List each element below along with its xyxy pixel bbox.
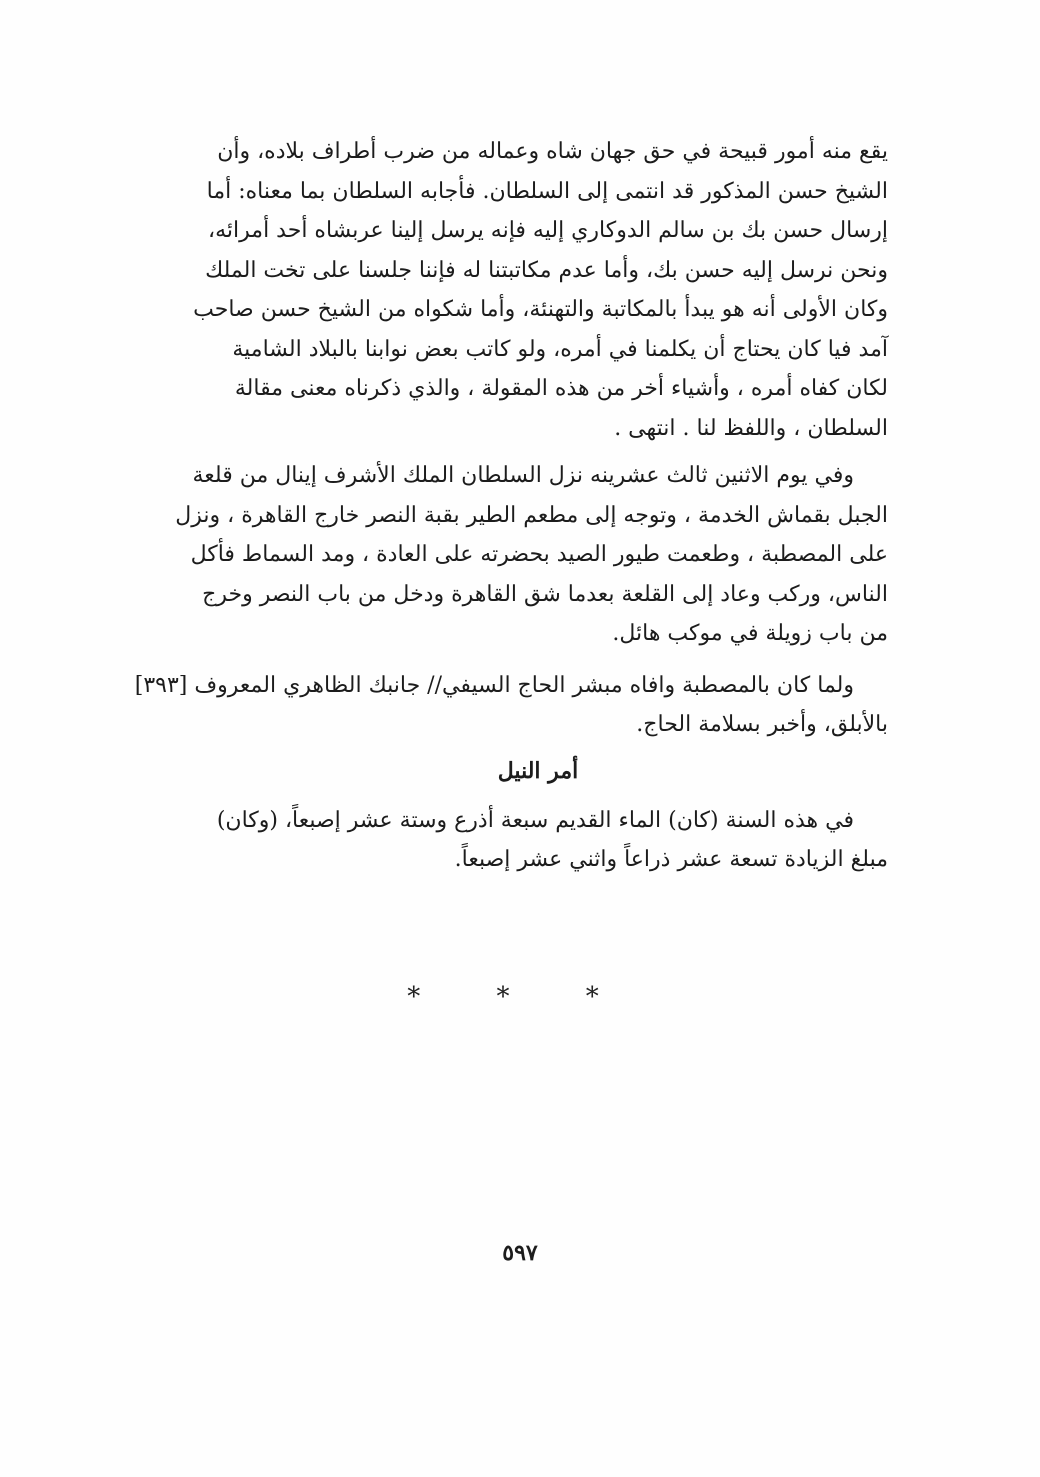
text-line: لكان كفاه أمره ، وأشياء أخر من هذه المقولة ، والذي ذكرناه معنى مقالة <box>234 376 888 401</box>
text-line: في هذه السنة (كان) الماء القديم سبعة أذرع وستة عشر إصبعاً، (وكان) <box>216 807 854 833</box>
text-line: إرسال حسن بك بن سالم الدوكاري إليه فإنه يرسل إلينا عربشاه أحد أمرائه، <box>208 218 888 243</box>
text-line: ولما كان بالمصطبة وافاه مبشر الحاج السيفي// جانبك الظاهري المعروف [٣٩٣] <box>134 672 854 698</box>
paragraph-spacer <box>188 654 888 666</box>
text-line: آمد فيا كان يحتاج أن يكلمنا في أمره، ولو كاتب بعض نوابنا بالبلاد الشامية <box>232 336 888 362</box>
text-line: الناس، وركب وعاد إلى القلعة بعدما شق القاهرة ودخل من باب النصر وخرج <box>202 581 888 607</box>
section-heading: أمر النيل <box>497 757 579 784</box>
text-line: وفي يوم الاثنين ثالث عشرينه نزل السلطان الملك الأشرف إينال من قلعة <box>192 463 854 488</box>
text-line: على المصطبة ، وطعمت طيور الصيد بحضرته على العادة ، ومد السماط فأكل <box>190 542 888 567</box>
text-line: ونحن نرسل إليه حسن بك، وأما عدم مكاتبتنا له فإننا جلسنا على تخت الملك <box>205 257 888 283</box>
paragraph-spacer <box>188 448 888 456</box>
page-body <box>134 132 888 880</box>
paragraph-sultan-reply <box>188 132 888 448</box>
text-line: وكان الأولى أنه هو يبدأ بالمكاتبة والتهنئة، وأما شكواه من الشيخ حسن صاحب <box>193 297 888 322</box>
text-line: مبلغ الزيادة تسعة عشر ذراعاً واثني عشر إصبعاً. <box>454 847 888 872</box>
text-line: الجبل بقماش الخدمة ، وتوجه إلى مطعم الطير بقبة النصر خارج القاهرة ، ونزل <box>175 502 888 528</box>
page-number: ٥٩٧ <box>502 1240 538 1266</box>
section-separator: * * * <box>407 982 633 1012</box>
paragraph-nile <box>188 801 888 880</box>
text-line: بالأبلق، وأخبر بسلامة الحاج. <box>636 712 888 737</box>
text-line: السلطان ، واللفظ لنا . انتهى . <box>614 415 888 441</box>
paragraph-procession <box>175 456 888 654</box>
text-line: من باب زويلة في موكب هائل. <box>612 621 888 646</box>
text-line: يقع منه أمور قبيحة في حق جهان شاه وعماله من ضرب أطراف بلاده، وأن <box>217 139 888 164</box>
text-line: الشيخ حسن المذكور قد انتمى إلى السلطان. فأجابه السلطان بما معناه: أما <box>206 178 888 204</box>
paragraph-pilgrim-news <box>134 666 888 745</box>
